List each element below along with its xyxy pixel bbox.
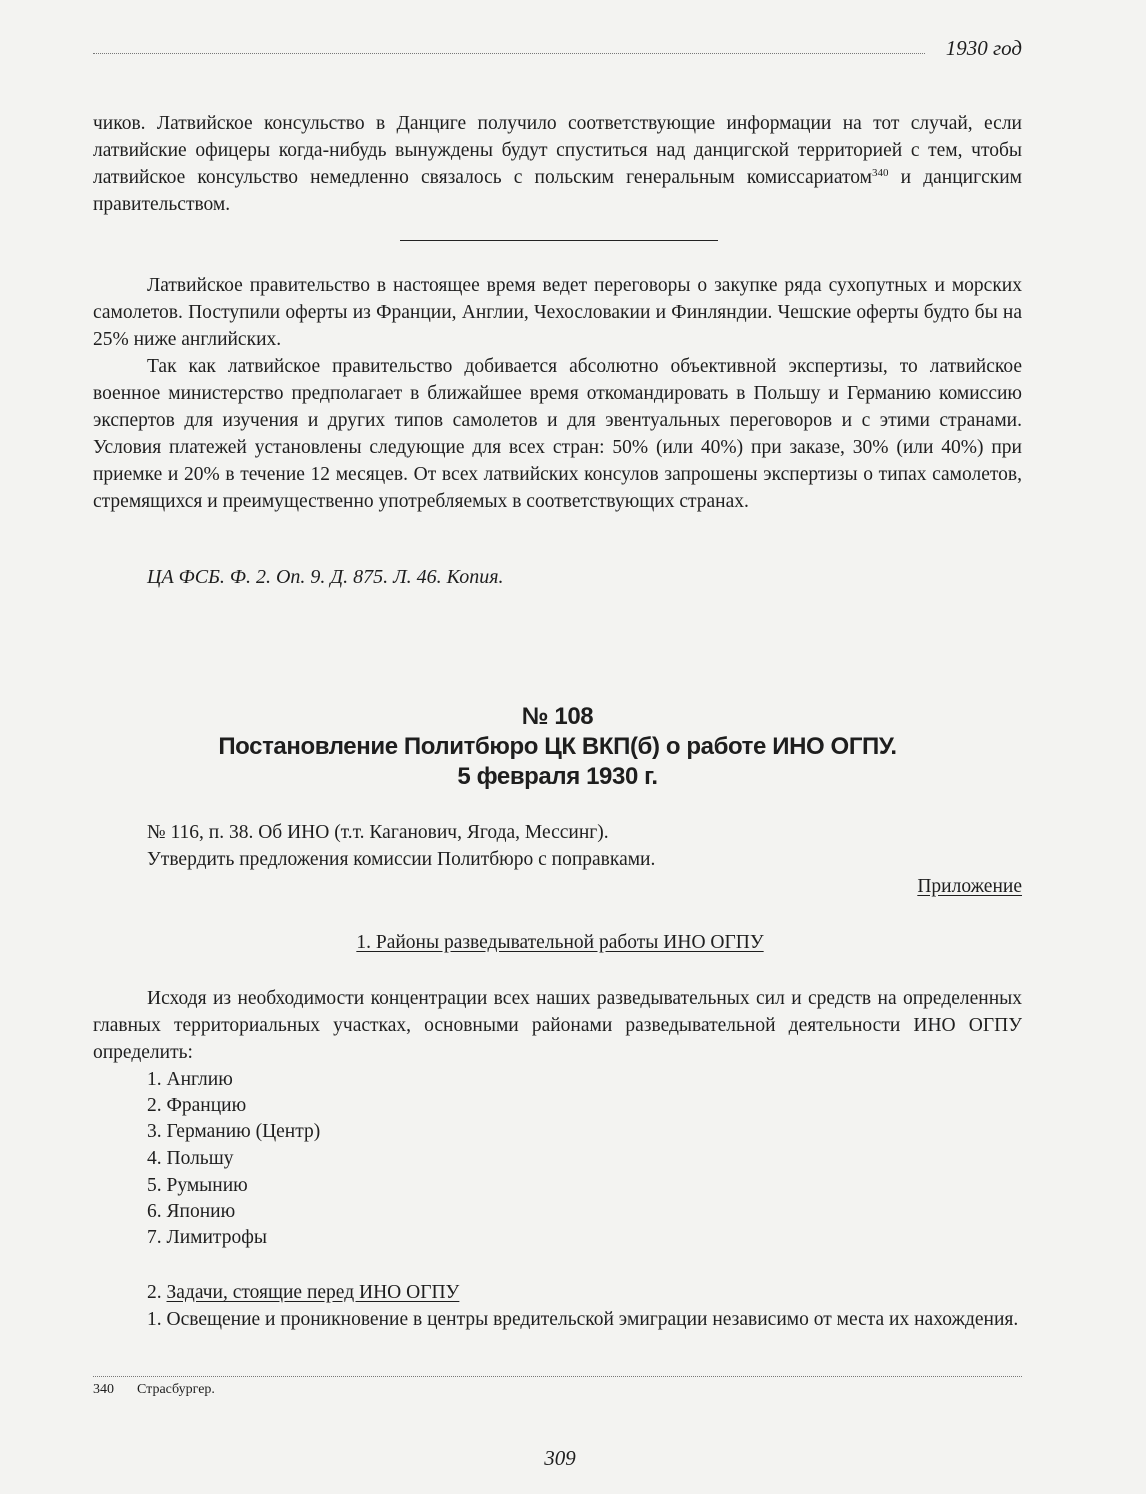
list-item: 5. Румынию	[147, 1175, 248, 1196]
list-item: 1. Англию	[147, 1069, 233, 1090]
list-item: 3. Германию (Центр)	[147, 1121, 321, 1142]
footnote	[93, 1382, 215, 1398]
list-item: 6. Японию	[147, 1201, 236, 1222]
section-divider	[400, 240, 718, 241]
continuation-text: чиков. Латвийское консульство в Данциге получило соответствующие информации на тот случай, если латвийские офицеры когда-нибудь вынуждены будут спуститься над данцигской территорией с тем, чтобы латвийское консульство немедленно связалось с польским генеральным комиссариатом	[93, 113, 1022, 188]
footnote-text: Страсбургер.	[137, 1382, 215, 1397]
appendix-label: Приложение	[917, 876, 1022, 897]
part1-intro: Исходя из необходимости концентрации всех наших разведывательных сил и средств на определенных главных территориальных участках, основными районами разведывательной деятельности ИНО ОГПУ определить:	[93, 988, 1022, 1063]
archive-source: ЦА ФСБ. Ф. 2. Оп. 9. Д. 875. Л. 46. Копия.	[147, 566, 504, 588]
part1-heading: 1. Районы разведывательной работы ИНО ОГПУ	[356, 932, 764, 953]
paragraph: Латвийское правительство в настоящее время ведет переговоры о закупке ряда сухопутных и морских самолетов. Поступили оферты из Франции, Англии, Чехословакии и Финляндии. Чешские оферты будто бы на 25% ниже английских.	[93, 275, 1022, 350]
running-head: 1930 год	[945, 36, 1022, 60]
list-item: 7. Лимитрофы	[147, 1227, 267, 1248]
part2-number: 2.	[147, 1282, 167, 1303]
decision-line: Утвердить предложения комиссии Политбюро с поправками.	[147, 849, 656, 870]
part2-heading	[147, 1279, 459, 1306]
document-title: Постановление Политбюро ЦК ВКП(б) о работе ИНО ОГПУ.	[218, 733, 897, 760]
paragraph: Так как латвийское правительство добивается абсолютно объективной экспертизы, то латвийское военное министерство предполагает в ближайшее время откомандировать в Польшу и Германию комиссию экспертов для изучения и других типов самолетов и для эвентуальных переговоров и с этими странами. Условия платежей установлены следующие для всех стран: 50% (или 40%) при заказе, 30% (или 40%) при приемке и 20% в течение 12 месяцев. От всех латвийских консулов запрошены экспертизы о типах самолетов, стремящихся и преимущественно употребляемых в соответствующих странах.	[93, 356, 1022, 512]
footnote-reference: 340	[872, 167, 889, 179]
list-item: 2. Францию	[147, 1095, 247, 1116]
header-rule	[93, 53, 925, 54]
document-number: № 108	[521, 703, 594, 730]
report-body	[93, 272, 1022, 515]
part2-title: Задачи, стоящие перед ИНО ОГПУ	[166, 1282, 460, 1303]
footnote-rule	[93, 1376, 1022, 1377]
continuation-paragraph	[93, 110, 1022, 218]
document-heading	[93, 702, 1022, 792]
page-number: 309	[544, 1446, 576, 1470]
footnote-number: 340	[93, 1382, 114, 1397]
continuation-text-end: и данцигским правительством.	[93, 167, 1022, 215]
list-item: 4. Польшу	[147, 1148, 234, 1169]
document-date: 5 февраля 1930 г.	[457, 763, 658, 790]
task-paragraph: 1. Освещение и проникновение в центры вредительской эмиграции независимо от места их нахождения.	[147, 1309, 1019, 1330]
item-line: № 116, п. 38. Об ИНО (т.т. Каганович, Ягода, Мессинг).	[147, 822, 609, 843]
